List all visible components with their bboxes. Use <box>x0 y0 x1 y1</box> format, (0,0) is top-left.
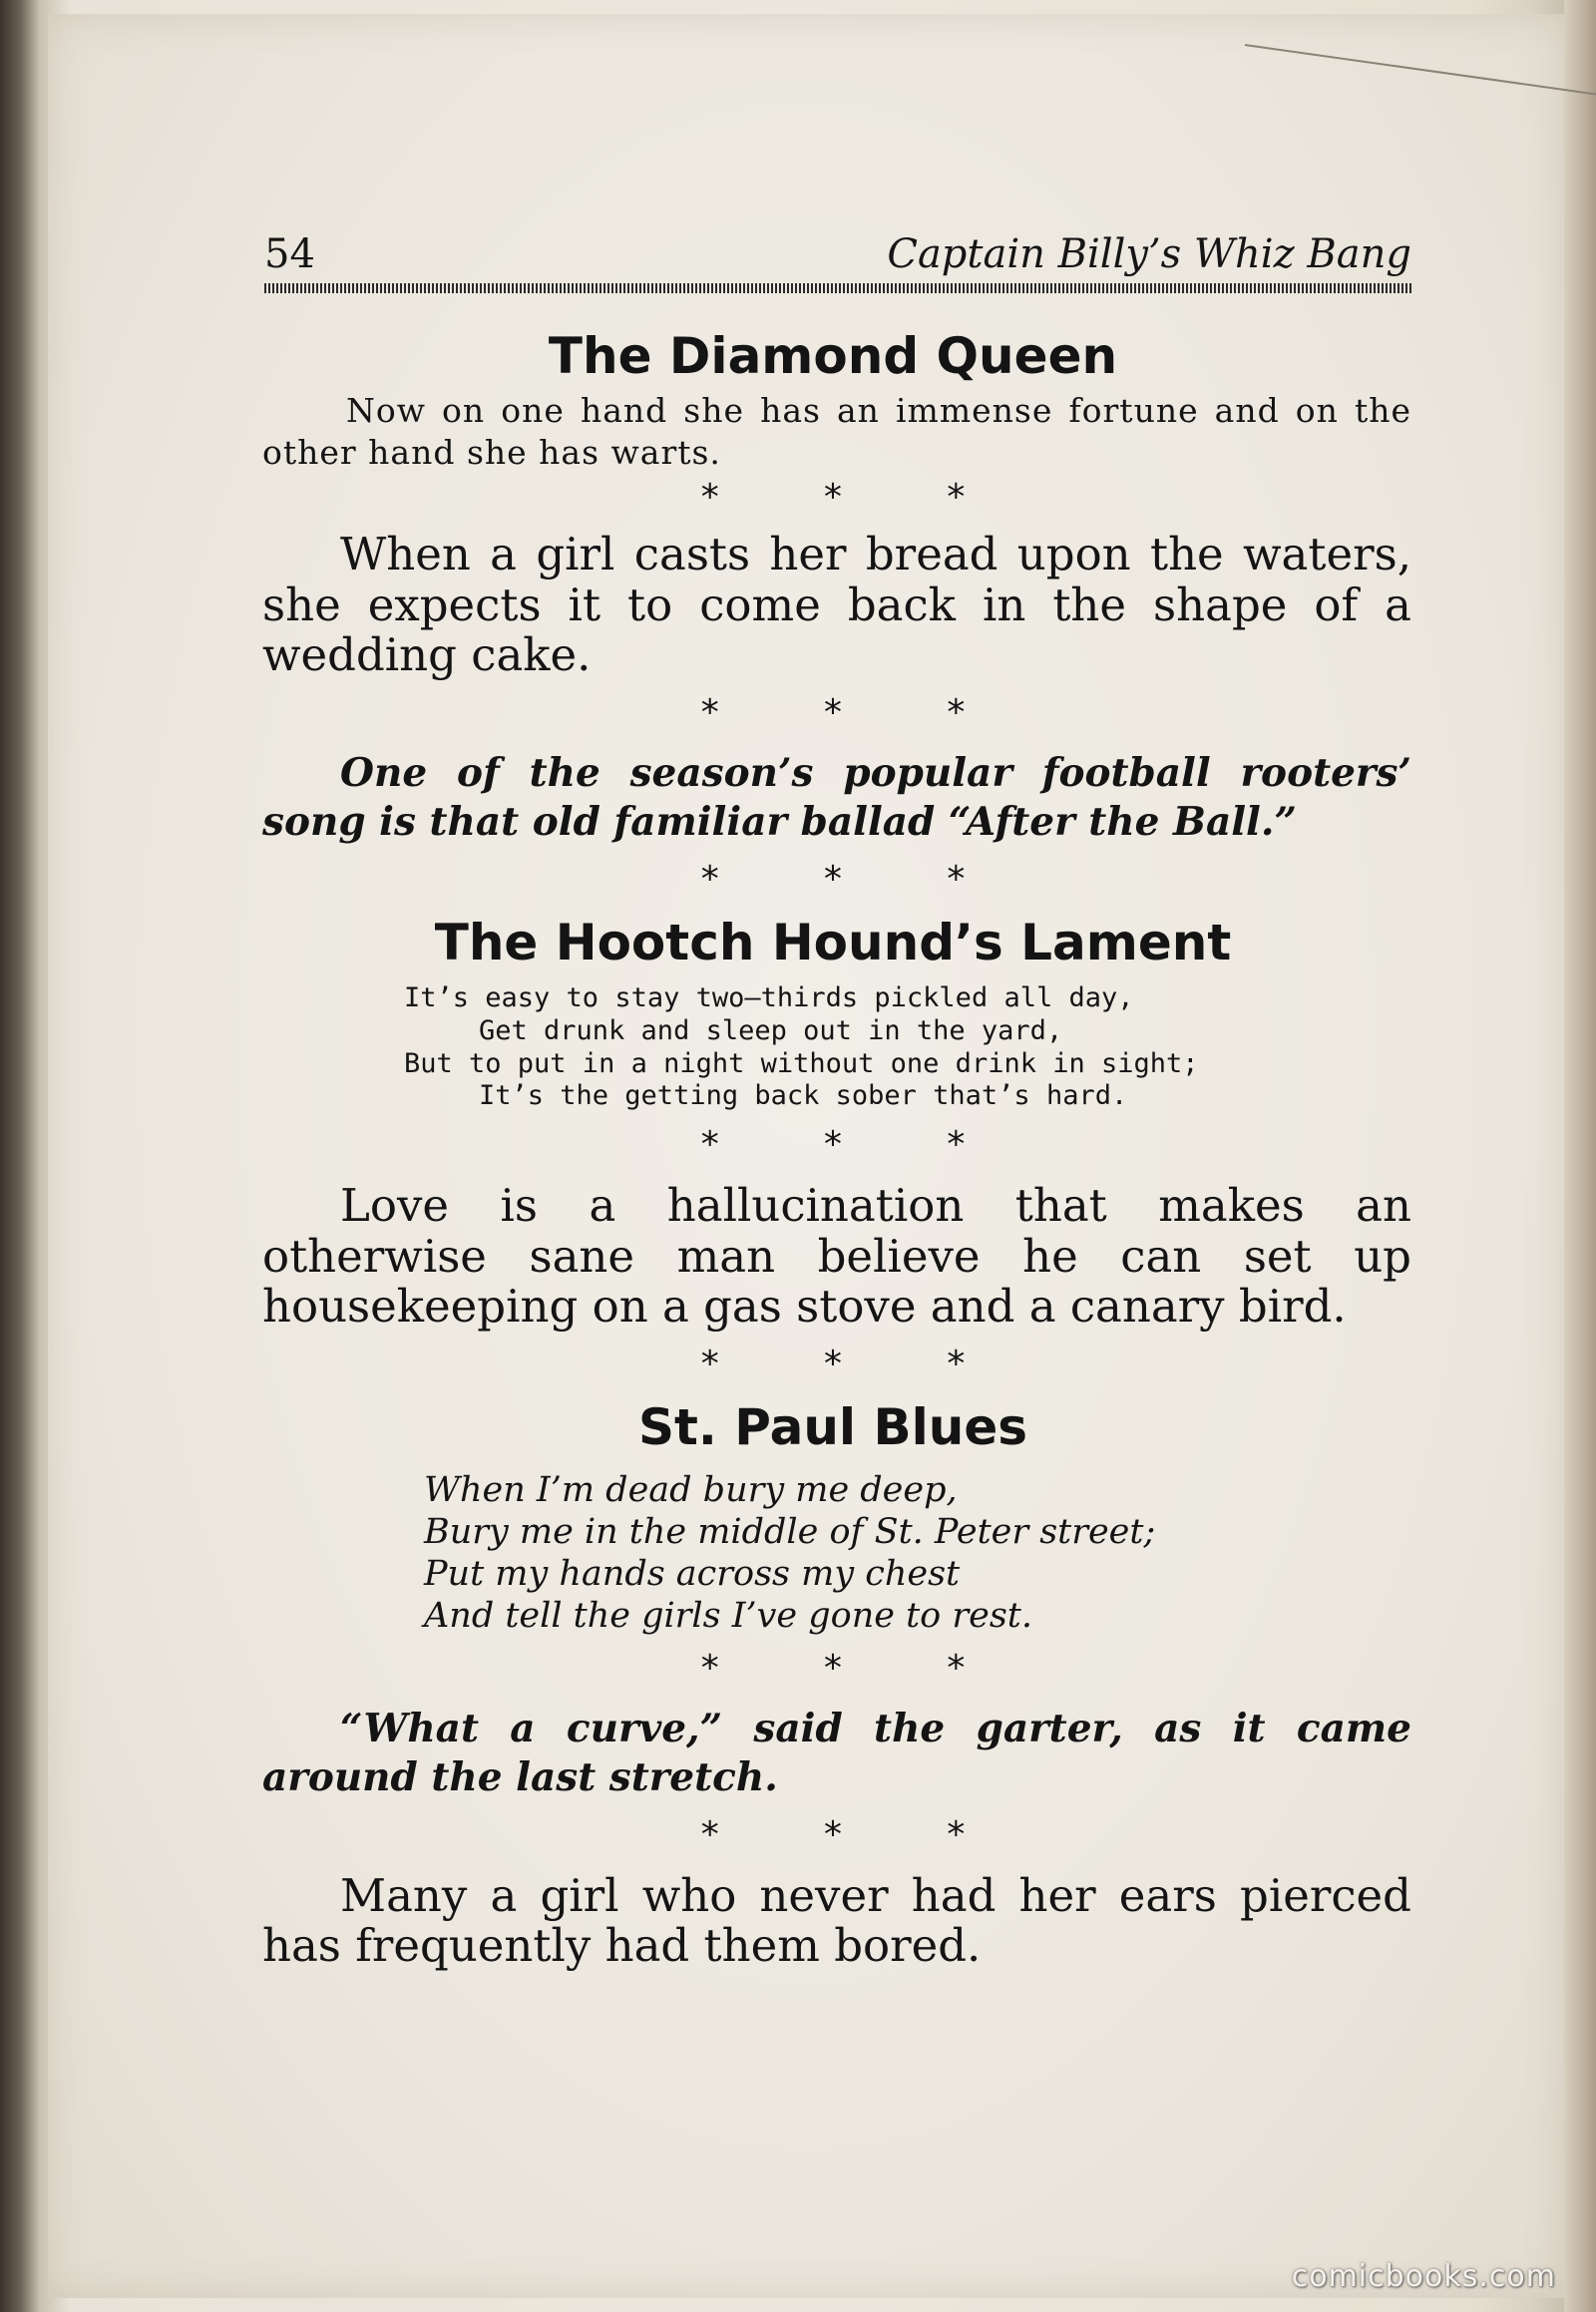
poem-line: It’s the getting back sober that’s hard. <box>479 1080 1128 1112</box>
joke-bread: When a girl casts her bread upon the waters, she expects it to come back in the shape of a wedding cake. <box>262 528 1411 682</box>
poem-line: Bury me in the middle of St. Peter street; <box>424 1511 1156 1552</box>
separator: * * * <box>698 691 1007 733</box>
joke-ears: Many a girl who never had her ears pierced has frequently had them bored. <box>262 1868 1411 1973</box>
heading-diamond-queen: The Diamond Queen <box>548 327 1118 385</box>
separator: * * * <box>698 477 1007 519</box>
heading-hootch-hound: The Hootch Hound’s Lament <box>434 913 1232 971</box>
heading-st-paul-blues: St. Paul Blues <box>637 1397 1027 1456</box>
separator: * * * <box>698 1343 1007 1384</box>
page-number: 54 <box>264 231 315 277</box>
running-title: Captain Billy’s Whiz Bang <box>887 231 1411 277</box>
poem-line: But to put in a night without one drink in sight; <box>404 1047 1199 1079</box>
joke-diamond-queen: Now on one hand she has an immense fortune and on the other hand she has warts. <box>262 391 1411 473</box>
page-edge <box>1564 0 1596 2312</box>
watermark: comicbooks.com <box>1291 2259 1556 2294</box>
joke-garter: “What a curve,” said the garter, as it came around the last stretch. <box>262 1705 1411 1801</box>
poem-line: Get drunk and sleep out in the yard, <box>479 1014 1063 1046</box>
separator: * * * <box>698 1124 1007 1166</box>
joke-love: Love is a hallucination that makes an otherwise sane man believe he can set up housekeeping on a gas stove and a canary bird. <box>262 1179 1411 1334</box>
separator: * * * <box>698 1647 1007 1689</box>
poem-hootch-hound <box>254 982 1411 1114</box>
poem-line: And tell the girls I’ve gone to rest. <box>424 1595 1032 1636</box>
page-content <box>254 329 1411 1971</box>
crease-mark <box>1245 44 1596 96</box>
poem-line: It’s easy to stay two–thirds pickled all day, <box>404 981 1134 1013</box>
header-rule <box>264 283 1411 293</box>
poem-line: When I’m dead bury me deep, <box>424 1469 958 1510</box>
page-header <box>264 231 1411 281</box>
poem-st-paul-blues <box>424 1469 1411 1637</box>
separator: * * * <box>698 1813 1007 1855</box>
joke-football: One of the season’s popular football rooters’ song is that old familiar ballad “After the Ball.” <box>262 749 1411 846</box>
separator: * * * <box>698 858 1007 900</box>
poem-line: Put my hands across my chest <box>424 1553 961 1594</box>
